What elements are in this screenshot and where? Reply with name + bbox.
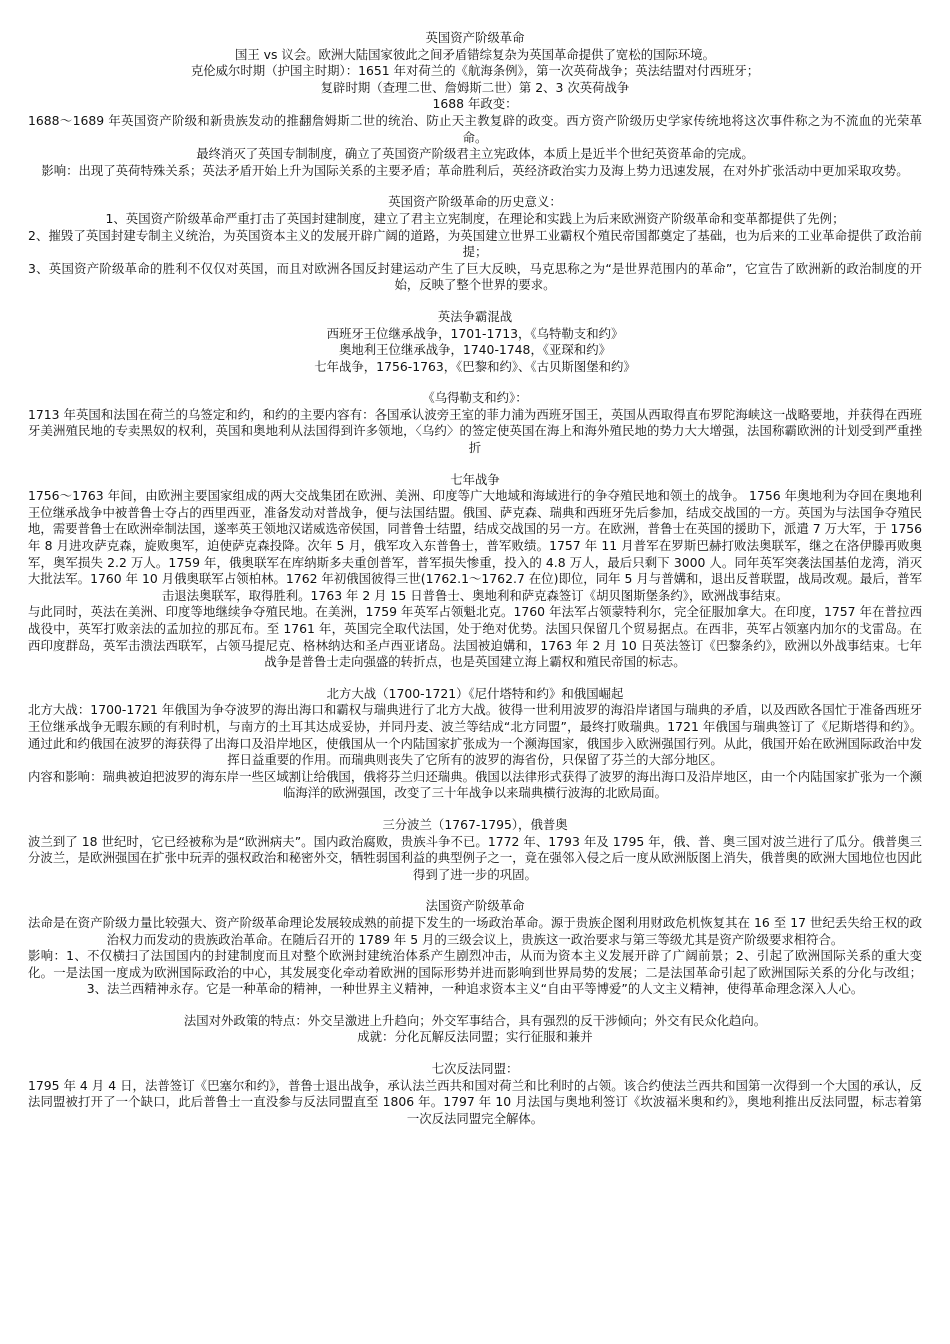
section-title: 三分波兰（1767-1795），俄普奥 (382, 816, 568, 832)
paragraph: 北方大战：1700-1721 年俄国为争夺波罗的海出海口和霸权与瑞典进行了北方大战。彼得一世利用波罗的海沿岸诸国与瑞典的矛盾，以及西欧各国忙于准备西班牙王位继承战争无暇东顾的有利时机，与南方的土耳其达成妥协，并同丹麦、波兰等结成“北方同盟”，最终打败瑞典。1721 年俄国与瑞典签订了《尼斯塔得和约》。通过此和约俄国在波罗的海获得了出海口及沿岸地区，使俄国从一个内陆国家扩张成为一个濒海国家，俄国步入欧洲强国行列。从此，俄国开始在欧洲国际政治中发挥日益重要的作用。而瑞典则丧失了它所有的波罗的海省份，只保留了芬兰的大部分地区。 (28, 702, 922, 768)
section-title: 英国资产阶级革命的历史意义： (388, 194, 562, 210)
subheading: 1688 年政变： (432, 96, 518, 112)
paragraph: 法命是在资产阶级力量比较强大、资产阶级革命理论发展较成熟的前提下发生的一场政治革命。源于贵族企图利用财政危机恢复其在 16 至 17 世纪丢失给王权的政治权力而发动的贵族政治革命。在随后召开的 1789 年 5 月的三级会议上，贵族这一政治要求与第三等级尤其是资产阶级要求相符合。 (28, 914, 922, 947)
paragraph: 1756～1763 年间，由欧洲主要国家组成的两大交战集团在欧洲、美洲、印度等广大地域和海域进行的争夺殖民地和领土的战争。 1756 年奥地利为夺回在奥地利王位继承战争中被普鲁士夺占的西里西亚，准备发动对普战争，便与法国结盟。俄国、萨克森、瑞典和西班牙先后参加，结成交战国的一方。英国为与法国争夺殖民地，需要普鲁士在欧洲牵制法国，遂率英王领地汉诺威选帝侯国，同普鲁士结盟，结成交战国的另一方。在欧洲，普鲁士在英国的援助下，派遣 7 万大军，于 1756 年 8 月进攻萨克森，旋败奥军，迫使萨克森投降。次年 5 月，俄军攻入东普鲁士，普军败绩。1757 年 11 月普军在罗斯巴赫打败法奥联军，继之在洛伊滕再败奥军，奥军损失 2.2 万人。1759 年，俄奥联军在库纳斯多夫重创普军，普军损失惨重，投入的 4.8 万人，最后只剩下 3000 人。同年英军突袭法国基伯龙湾，消灭大批法军。1760 年 10 月俄奥联军占领柏林。1762 年初俄国彼得三世(1762.1～1762.7 在位)即位，同年 5 月与普媾和，退出反普联盟，战局改观。最后，普军击退法奥联军，取得胜利。1763 年 2 月 15 日普鲁士、奥地利和萨克森签订《胡贝图斯堡条约》，欧洲战事结束。 (28, 488, 922, 603)
section-english-revolution (28, 30, 922, 179)
section-historical-significance (28, 194, 922, 294)
paragraph: 影响：1、不仅横扫了法国国内的封建制度而且对整个欧洲封建统治体系产生剧烈冲击，从而为资本主义发展开辟了广阔前景；2、引起了欧洲国际关系的重大变化。一是法国一度成为欧洲国际政治的中心，其发展变化牵动着欧洲的国际形势并进而影响到世界局势的发展；二是法国革命引起了欧洲国际关系的分化与改组；3、法兰西精神永存。它是一种革命的精神，一种世界主义精神，一种追求资本主义“自由平等博爱”的人文主义精神，使得革命理念深入人心。 (28, 948, 922, 997)
section-utrecht-treaty (28, 390, 922, 456)
section-title: 七次反法同盟： (431, 1061, 519, 1077)
paragraph: 与此同时，英法在美洲、印度等地继续争夺殖民地。在美洲，1759 年英军占领魁北克。1760 年法军占领蒙特利尔，完全征服加拿大。在印度，1757 年在普拉西战役中，英军打败亲法的孟加拉的那瓦布。至 1761 年，英国完全取代法国，处于绝对优势。法国只保留几个贸易据点。在西非，英军占领塞内加尔的戈雷岛。在西印度群岛，英军击溃法西联军，占领马提尼克、格林纳达和圣卢西亚诸岛。法国被迫媾和，1763 年 2 月 10 日英法签订《巴黎条约》，欧洲以外战事结束。七年战争是普鲁士走向强盛的转折点，也是英国建立海上霸权和殖民帝国的标志。 (28, 604, 922, 670)
paragraph: 1688～1689 年英国资产阶级和新贵族发动的推翻詹姆斯二世的统治、防止天主教复辟的政变。西方资产阶级历史学家传统地将这次事件称之为不流血的光荣革命。 (28, 112, 922, 145)
paragraph: 内容和影响：瑞典被迫把波罗的海东岸一些区域割让给俄国，俄将芬兰归还瑞典。俄国以法律形式获得了波罗的海出海口及沿岸地区，由一个内陆国家扩张为一个濒临海洋的欧洲强国，改变了三十年战争以来瑞典横行波海的北欧局面。 (28, 768, 922, 801)
paragraph: 波兰到了 18 世纪时，它已经被称为是“欧洲病夫”。国内政治腐败，贵族斗争不已。1772 年、1793 年及 1795 年，俄、普、奥三国对波兰进行了瓜分。俄普奥三分波兰，是欧洲强国在扩张中玩弄的强权政治和秘密外交，牺牲弱国利益的典型例子之一，竟在强邻入侵之后一度从欧洲版图上消失，俄普奥的欧洲大国地位也因此得到了进一步的巩固。 (28, 833, 922, 882)
paragraph: 成就：分化瓦解反法同盟；实行征服和兼并 (357, 1029, 593, 1045)
list-item: 西班牙王位继承战争，1701-1713，《乌特勒支和约》 (326, 325, 624, 341)
paragraph: 1713 年英国和法国在荷兰的乌签定和约，和约的主要内容有：各国承认波旁王室的菲力浦为西班牙国王，英国从西取得直布罗陀海峡这一战略要地，并获得在西班牙美洲殖民地的专卖黑奴的权利，英国和奥地利从法国得到许多领地，〈乌约〉的签定使英国在海上和海外殖民地的势力大大增强，法国称霸欧洲的计划受到严重挫折 (28, 406, 922, 456)
section-title: 英国资产阶级革命 (425, 30, 525, 45)
list-item: 七年战争，1756-1763，《巴黎和约》、《古贝斯图堡和约》 (314, 358, 636, 374)
section-anglo-french-wars (28, 309, 922, 375)
section-title: 《乌得勒支和约》： (422, 390, 528, 406)
section-title: 英法争霸混战 (437, 308, 513, 324)
section-french-revolution (28, 898, 922, 998)
paragraph: 1795 年 4 月 4 日，法普签订《巴塞尔和约》，普鲁士退出战争，承认法兰西共和国对荷兰和比利时的占领。该合约使法兰西共和国第一次得到一个大国的承认，反法同盟被打开了一个缺口，此后普鲁士一直没参与反法同盟直至 1806 年。1797 年 10 月法国与奥地利签订《坎波福米奥和约》，奥地利推出反法同盟，标志着第一次反法同盟完全解体。 (28, 1077, 922, 1126)
list-item: 奥地利王位继承战争，1740-1748，《亚琛和约》 (339, 342, 611, 358)
section-seven-years-war (28, 472, 922, 671)
section-title: 七年战争 (450, 471, 500, 487)
paragraph: 法国对外政策的特点：外交呈激进上升趋向；外交军事结合，具有强烈的反干涉倾向；外交有民众化趋向。 (183, 1012, 767, 1028)
paragraph: 复辟时期（查理二世、詹姆斯二世）第 2、3 次英荷战争 (320, 79, 630, 95)
list-item: 1、英国资产阶级革命严重打击了英国封建制度，建立了君主立宪制度，在理论和实践上为后来欧洲资产阶级革命和变革都提供了先例； (105, 210, 845, 226)
section-great-northern-war (28, 686, 922, 802)
paragraph: 克伦威尔时期（护国主时期）：1651 年对荷兰的《航海条例》，第一次英荷战争；英法结盟对付西班牙； (190, 63, 760, 79)
section-title: 法国资产阶级革命 (425, 898, 525, 914)
paragraph: 影响：出现了英荷特殊关系；英法矛盾开始上升为国际关系的主要矛盾；革命胜利后，英经济政治实力及海上势力迅速发展，在对外扩张活动中更加采取攻势。 (41, 162, 909, 178)
paragraph: 最终消灭了英国专制制度，确立了英国资产阶级君主立宪政体，本质上是近半个世纪英资革命的完成。 (196, 146, 754, 162)
section-partition-of-poland (28, 817, 922, 883)
paragraph: 国王 vs 议会。欧洲大陆国家彼此之间矛盾错综复杂为英国革命提供了宽松的国际环境。 (234, 46, 716, 62)
list-item: 2、摧毁了英国封建专制主义统治，为英国资本主义的发展开辟广阔的道路，为英国建立世界工业霸权个殖民帝国都奠定了基础，也为后来的工业革命提供了政治前提； (28, 227, 922, 260)
list-item: 3、英国资产阶级革命的胜利不仅仅对英国，而且对欧洲各国反封建运动产生了巨大反映，马克思称之为“是世界范围内的革命”，它宣告了欧洲新的政治制度的开始，反映了整个世界的要求。 (28, 260, 922, 293)
section-title: 北方大战（1700-1721）《尼什塔特和约》和俄国崛起 (326, 685, 624, 701)
section-french-foreign-policy (28, 1013, 922, 1046)
section-anti-french-coalitions (28, 1061, 922, 1127)
